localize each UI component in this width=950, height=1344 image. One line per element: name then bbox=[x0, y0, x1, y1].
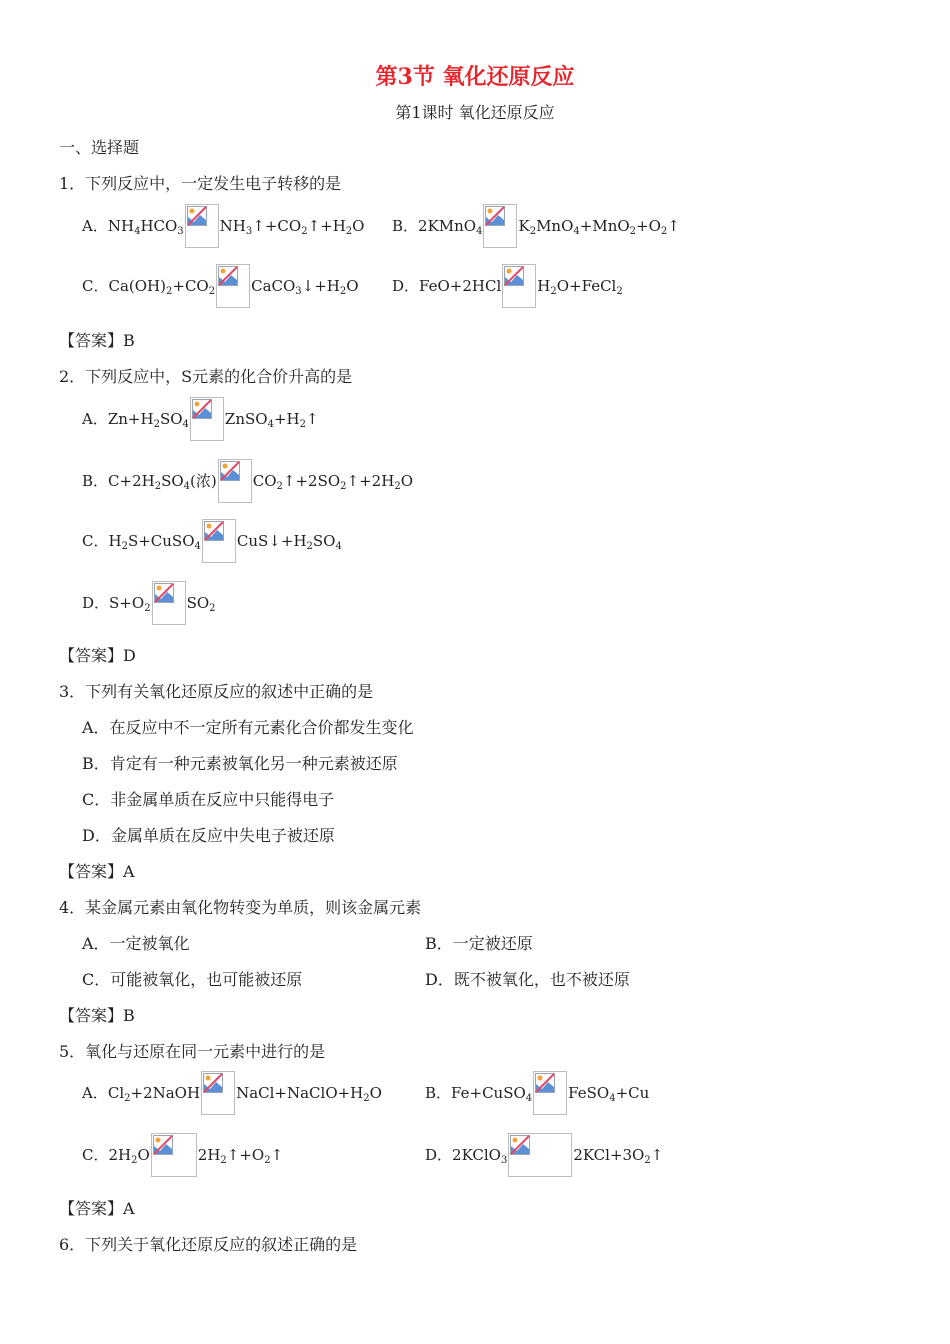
equation-products: $CuS↓+H_2SO_4$ bbox=[236, 532, 342, 552]
equation-reactants: $Zn+H_2SO_4$ bbox=[107, 410, 189, 430]
option-label: A． bbox=[82, 1084, 108, 1102]
option-label: D． bbox=[82, 594, 110, 612]
option-label: B． bbox=[392, 217, 419, 235]
option-label: A． bbox=[82, 410, 108, 428]
equation-products: $2KCl+3O_2↑$ bbox=[573, 1146, 664, 1166]
missing-image-placeholder bbox=[502, 264, 536, 308]
q2-option-b bbox=[82, 459, 413, 503]
q5-answer: 【答案】A bbox=[59, 1199, 135, 1218]
option-label: B． bbox=[82, 472, 109, 490]
q5-option-d bbox=[425, 1133, 663, 1177]
q3-option-d: D．金属单质在反应中失电子被还原 bbox=[82, 826, 335, 845]
missing-image-placeholder bbox=[483, 204, 517, 248]
broken-image-icon bbox=[218, 266, 238, 286]
section-heading: 一、选择题 bbox=[59, 138, 140, 157]
missing-image-placeholder bbox=[508, 1133, 572, 1177]
broken-image-icon bbox=[485, 206, 505, 226]
missing-image-placeholder bbox=[216, 264, 250, 308]
q2-stem: 2．下列反应中，S元素的化合价升高的是 bbox=[59, 367, 353, 386]
option-label: C． bbox=[82, 532, 109, 550]
page-subtitle: 第1课时 氧化还原反应 bbox=[395, 103, 555, 122]
equation-products: $CaCO_3↓+H_2O$ bbox=[251, 277, 359, 297]
page-title: 第3节 氧化还原反应 bbox=[375, 64, 575, 90]
broken-image-icon bbox=[220, 461, 240, 481]
q6-stem: 6．下列关于氧化还原反应的叙述正确的是 bbox=[59, 1235, 358, 1254]
q3-answer: 【答案】A bbox=[59, 862, 135, 881]
q5-option-c bbox=[82, 1133, 283, 1177]
equation-reactants: Fe+CuSO$_4$ bbox=[451, 1084, 533, 1104]
equation-reactants: $C+2H_2SO_4$(浓) bbox=[108, 472, 217, 492]
q1-answer: 【答案】B bbox=[59, 331, 135, 350]
equation-products: $CO_2↑+2SO_2↑+2H_2O$ bbox=[252, 472, 413, 492]
equation-reactants: $H_2S+CuSO_4$ bbox=[108, 532, 201, 552]
q2-answer: 【答案】D bbox=[59, 646, 136, 665]
equation-reactants: $2H_2O$ bbox=[108, 1146, 150, 1166]
equation-products: $NaCl+NaClO+H_2O$ bbox=[236, 1084, 382, 1104]
equation-reactants: $Ca(OH)_2+CO_2$ bbox=[108, 277, 216, 297]
q4-option-a: A．一定被氧化 bbox=[82, 934, 190, 953]
option-label: B． bbox=[425, 1084, 452, 1102]
equation-products: $H_2O+FeCl_2$ bbox=[537, 277, 623, 297]
broken-image-icon bbox=[187, 206, 207, 226]
q1-stem: 1．下列反应中，一定发生电子转移的是 bbox=[59, 174, 342, 193]
q5-stem: 5．氧化与还原在同一元素中进行的是 bbox=[59, 1042, 326, 1061]
equation-reactants: $S+O_2$ bbox=[109, 594, 151, 614]
equation-reactants: FeO+2HCl bbox=[419, 277, 502, 295]
broken-image-icon bbox=[535, 1073, 555, 1093]
q3-option-b: B．肯定有一种元素被氧化另一种元素被还原 bbox=[82, 754, 398, 773]
q2-option-d bbox=[82, 581, 216, 625]
missing-image-placeholder bbox=[151, 1133, 197, 1177]
equation-products: FeSO$_4$+Cu bbox=[568, 1084, 650, 1104]
option-label: D． bbox=[392, 277, 420, 295]
broken-image-icon bbox=[504, 266, 524, 286]
q3-option-c: C．非金属单质在反应中只能得电子 bbox=[82, 790, 335, 809]
missing-image-placeholder bbox=[533, 1071, 567, 1115]
equation-products: $2H_2↑+O_2↑$ bbox=[197, 1146, 284, 1166]
equation-reactants: $NH_4HCO_3$ bbox=[107, 217, 184, 237]
broken-image-icon bbox=[154, 583, 174, 603]
equation-products: $K_2MnO_4+MnO_2+O_2↑$ bbox=[518, 217, 680, 237]
option-label: A． bbox=[82, 217, 108, 235]
q5-option-b bbox=[425, 1071, 649, 1115]
option-label: C． bbox=[82, 1146, 109, 1164]
equation-products: $NH_3↑+CO_2↑+H_2O$ bbox=[219, 217, 365, 237]
q4-option-c: C．可能被氧化，也可能被还原 bbox=[82, 970, 303, 989]
missing-image-placeholder bbox=[202, 519, 236, 563]
missing-image-placeholder bbox=[218, 459, 252, 503]
q1-option-d bbox=[392, 264, 623, 308]
q4-stem: 4．某金属元素由氧化物转变为单质，则该金属元素 bbox=[59, 898, 422, 917]
equation-reactants: $Cl_2+2NaOH$ bbox=[107, 1084, 201, 1104]
broken-image-icon bbox=[153, 1135, 173, 1155]
q1-option-c bbox=[82, 264, 359, 308]
q5-option-a bbox=[82, 1071, 382, 1115]
q4-answer: 【答案】B bbox=[59, 1006, 135, 1025]
equation-products: $ZnSO_4+H_2↑$ bbox=[224, 410, 319, 430]
broken-image-icon bbox=[204, 521, 224, 541]
q1-option-b bbox=[392, 204, 680, 248]
q4-option-b: B．一定被还原 bbox=[425, 934, 533, 953]
broken-image-icon bbox=[192, 399, 212, 419]
q2-option-a bbox=[82, 397, 319, 441]
option-label: D． bbox=[425, 1146, 453, 1164]
broken-image-icon bbox=[203, 1073, 223, 1093]
q2-option-c bbox=[82, 519, 342, 563]
missing-image-placeholder bbox=[201, 1071, 235, 1115]
q3-option-a: A．在反应中不一定所有元素化合价都发生变化 bbox=[82, 718, 414, 737]
equation-products: $SO_2$ bbox=[186, 594, 216, 614]
q4-option-d: D．既不被氧化，也不被还原 bbox=[425, 970, 630, 989]
broken-image-icon bbox=[510, 1135, 530, 1155]
equation-reactants: 2KClO$_3$ bbox=[452, 1146, 508, 1166]
q1-option-a bbox=[82, 204, 364, 248]
equation-reactants: 2KMnO$_4$ bbox=[418, 217, 483, 237]
q3-stem: 3．下列有关氧化还原反应的叙述中正确的是 bbox=[59, 682, 374, 701]
missing-image-placeholder bbox=[152, 581, 186, 625]
missing-image-placeholder bbox=[185, 204, 219, 248]
option-label: C． bbox=[82, 277, 109, 295]
missing-image-placeholder bbox=[190, 397, 224, 441]
